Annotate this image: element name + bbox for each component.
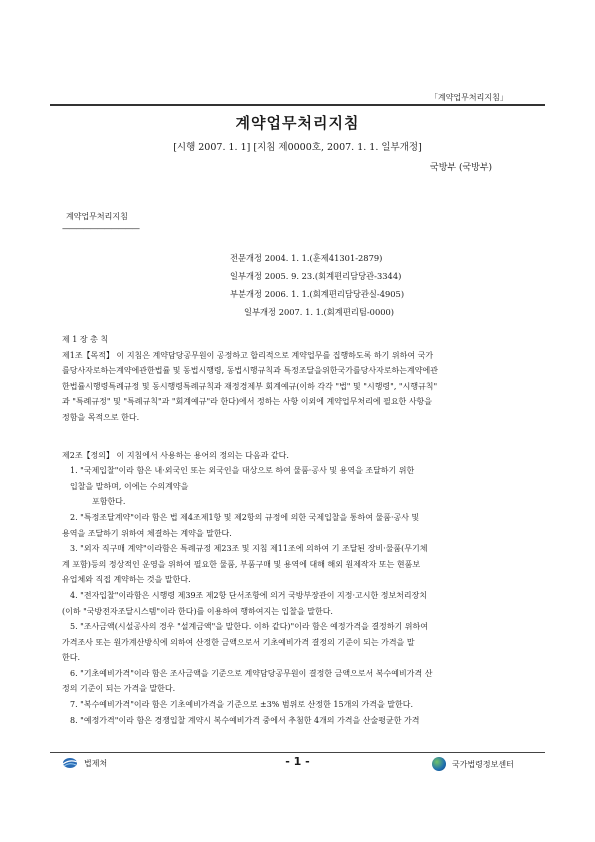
chapter-heading: 제 1 장 총 칙 xyxy=(62,335,109,344)
article-1-line: 정함을 목적으로 한다. xyxy=(62,412,140,422)
definition-item: 1. "국제입찰"이라 함은 내·외국인 또는 외국인을 대상으로 하여 물품·공사 및 용역을 조달하기 위한 xyxy=(70,466,415,476)
bottom-rule xyxy=(50,752,545,753)
top-rule xyxy=(50,104,545,106)
article-1-line: 과 "특례규정" 및 "특례규칙"과 "회계예규"라 한다)에서 정하는 사항 이외에 계약업무처리에 필요한 사항을 xyxy=(62,397,433,407)
definition-item: 7. "복수예비가격"이라 함은 기초예비가격을 기준으로 ±3% 범위로 산정한 15개의 가격을 말한다. xyxy=(70,700,414,710)
ministry-label: 국방부 (국방부) xyxy=(430,163,493,173)
definition-item: 용역을 조달하기 위하여 체결하는 계약을 말한다. xyxy=(62,528,232,538)
amendment-history xyxy=(230,249,404,321)
short-title: 계약업무처리지침 xyxy=(66,212,128,221)
definition-item: 정의 기준이 되는 가격을 말한다. xyxy=(62,684,176,694)
definition-item: 입찰을 말하며, 이에는 수의계약을 xyxy=(70,481,189,491)
definition-item: (이하 "국방전자조달시스템"이라 한다)를 이용하여 행하여지는 입찰을 말한다. xyxy=(62,606,333,616)
definition-item: 6. "기초예비가격"이라 함은 조사금액을 기준으로 계약담당공무원이 결정한 금액으로서 복수예비가격 산 xyxy=(70,668,433,678)
history-line: 일부개정 2007. 1. 1.(회계편리팀-0000) xyxy=(244,307,395,317)
article-1-line: 한법률시행령특례규정 및 동시행령특례규칙과 재정경제부 회계예규(이하 각각 "법" 및 "시행령", "시행규칙" xyxy=(62,381,438,391)
footer-right-label: 국가법령정보센터 xyxy=(452,759,514,769)
definition-item: 포함한다. xyxy=(92,497,126,507)
definition-item: 유업체와 직접 계약하는 것을 말한다. xyxy=(62,575,191,585)
globe-logo-icon xyxy=(432,757,446,771)
history-line: 일부개정 2005. 9. 23.(회계편리담당관-3344) xyxy=(230,271,402,281)
definition-item: 가격조사 또는 원가계산방식에 의하여 산정한 금액으로서 기초예비가격 결정의 기준이 되는 가격을 말 xyxy=(62,637,415,647)
document-tag: 「계약업무처리지침」 xyxy=(430,93,508,102)
article-1-line: 제1조【목적】 이 지침은 계약담당공무원이 공정하고 합리적으로 계약업무를 집행하도록 하기 위하여 국가 xyxy=(62,350,434,360)
definition-item: 4. "전자입찰"이라함은 시행령 제39조 제2항 단서조항에 의거 국방부장관이 지정·고시한 정보처리장치 xyxy=(70,590,428,600)
dash-underline: ——————————— xyxy=(62,224,139,233)
document-body xyxy=(62,332,540,728)
document-subtitle: [시행 2007. 1. 1] [지침 제0000호, 2007. 1. 1. 일부개정] xyxy=(173,142,422,153)
footer-right xyxy=(432,757,514,771)
definition-item: 5. "조사금액(시설공사의 경우 "설계금액"을 말한다. 이하 같다)"이라 함은 예정가격을 결정하기 위하여 xyxy=(70,622,428,632)
history-line: 부분개정 2006. 1. 1.(회계편리담당관실-4905) xyxy=(230,289,405,299)
article-2-intro: 제2조【정의】 이 지침에서 사용하는 용어의 정의는 다음과 같다. xyxy=(62,450,289,460)
history-line: 전문개정 2004. 1. 1.(훈제41301-2879) xyxy=(230,253,383,263)
definition-item: 3. "외자 직구매 계약"이라함은 특례규정 제23조 및 지침 제11조에 의하여 기 조달된 장비·물품(무기체 xyxy=(70,544,428,554)
paragraph-gap xyxy=(62,426,540,448)
document-title: 계약업무처리지침 xyxy=(235,114,360,132)
definition-item: 한다. xyxy=(62,653,80,663)
page-number: - 1 - xyxy=(285,755,310,768)
article-1-line: 를당사자로하는계약에관한법률 및 동법시행령, 동법시행규칙과 특정조달을위한국가를당사자로하는계약에관 xyxy=(62,366,438,376)
footer-left-label: 법제처 xyxy=(84,758,108,768)
definition-item: 계 포함)등의 정상적인 운영을 위하여 필요한 물품, 부품구매 및 용역에 대해 해외 원제작자 또는 현품보 xyxy=(62,559,421,569)
definition-item: 2. "특정조달계약"이라 함은 법 제4조제1항 및 제2항의 규정에 의한 국제입찰을 통하여 물품·공사 및 xyxy=(70,512,420,522)
definition-item: 8. "예정가격"이라 함은 경쟁입찰 계약시 복수예비가격 중에서 추첨한 4개의 가격을 산술평균한 가격 xyxy=(70,715,420,725)
